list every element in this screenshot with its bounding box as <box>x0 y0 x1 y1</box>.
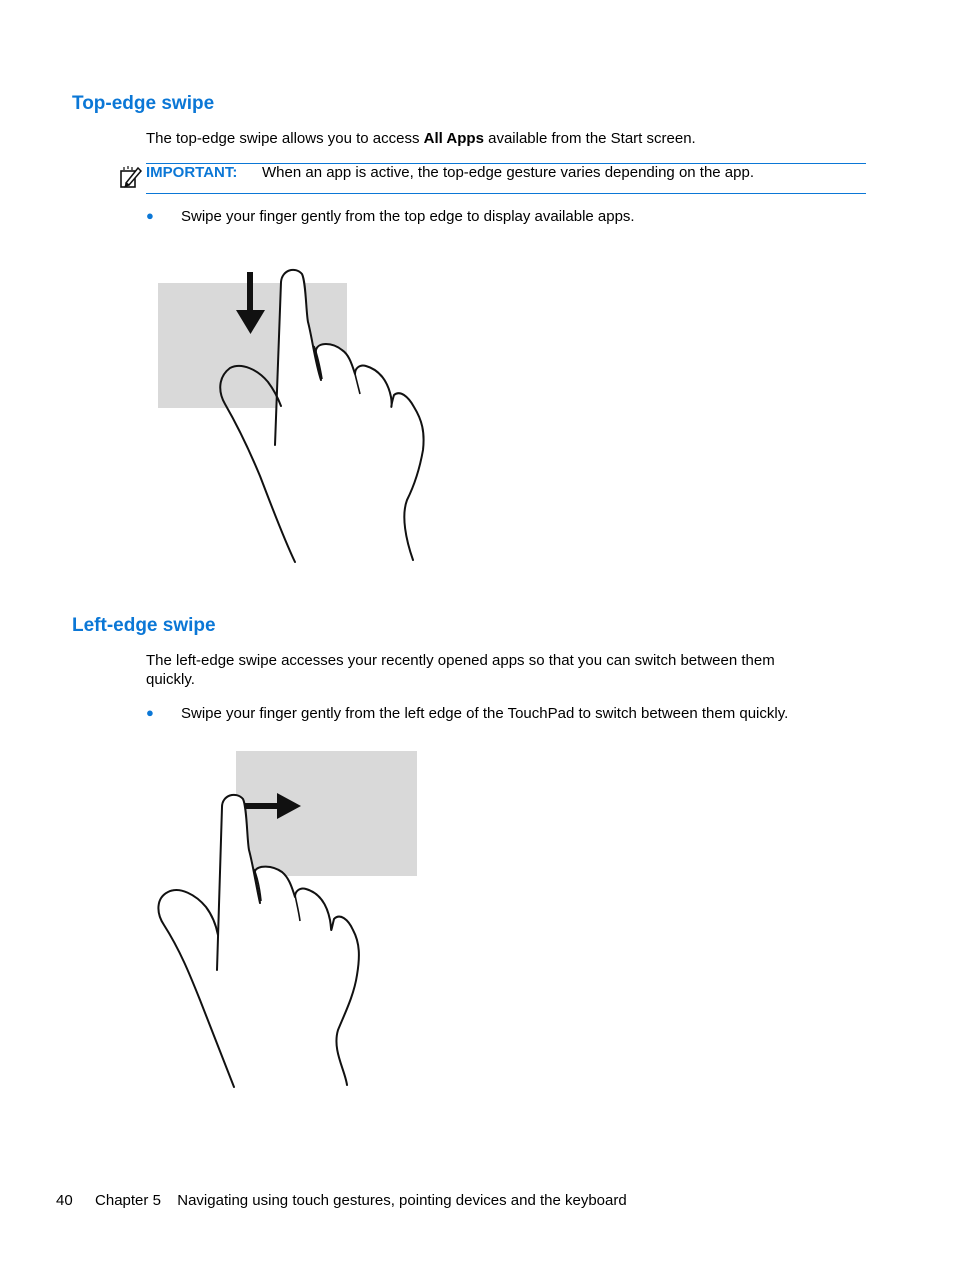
section-heading-top-edge-swipe: Top-edge swipe <box>72 93 215 114</box>
page-number: 40 <box>56 1192 73 1209</box>
bullet-marker: ● <box>146 705 154 720</box>
section-heading-left-edge-swipe: Left-edge swipe <box>72 615 216 636</box>
top-edge-bullet-text: Swipe your finger gently from the top edge to display available apps. <box>181 208 635 225</box>
touchpad-area <box>236 751 417 876</box>
bullet-marker: ● <box>146 208 154 223</box>
chapter-label: Chapter 5 <box>95 1192 161 1209</box>
important-note-text: When an app is active, the top-edge gesture varies depending on the app. <box>262 164 755 181</box>
top-edge-intro-text-end: available from the Start screen. <box>483 130 696 147</box>
left-edge-intro-line2: quickly. <box>146 671 195 688</box>
important-label: IMPORTANT: <box>146 164 238 181</box>
left-edge-intro-line1: The left-edge swipe accesses your recently opened apps so that you can switch between them <box>146 652 775 669</box>
page-footer <box>56 1192 627 1209</box>
left-edge-bullet-text: Swipe your finger gently from the left edge of the TouchPad to switch between them quickly. <box>181 705 789 722</box>
chapter-title: Navigating using touch gestures, pointing devices and the keyboard <box>177 1192 627 1209</box>
top-edge-swipe-illustration <box>150 262 450 572</box>
left-edge-swipe-illustration <box>150 745 430 1095</box>
top-edge-intro-text: The top-edge swipe allows you to access <box>146 130 424 147</box>
top-edge-intro <box>146 129 696 148</box>
important-note-icon <box>118 164 144 190</box>
all-apps-term: All Apps <box>423 130 484 147</box>
